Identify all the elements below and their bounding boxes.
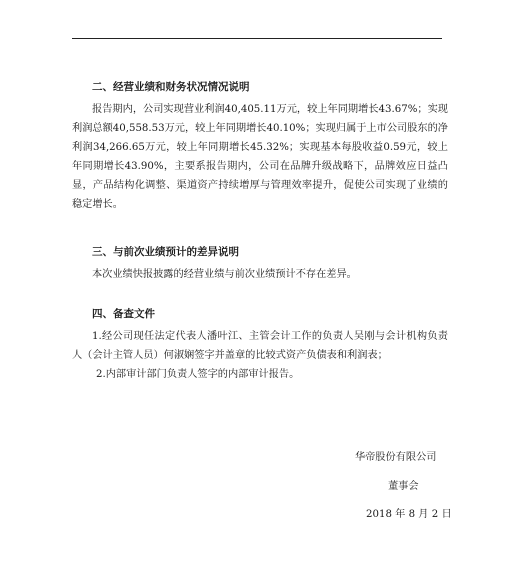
section4-heading: 四、备查文件: [92, 308, 155, 320]
section4-item-2: 2.内部审计部门负责人签字的内部审计报告。: [96, 369, 300, 380]
section-business-performance: [72, 80, 448, 214]
section-reference-documents: [72, 307, 448, 384]
section2-heading: 二、经营业绩和财务状况情况说明: [92, 81, 250, 93]
signature-company: 华帝股份有限公司: [355, 452, 437, 463]
section3-heading: 三、与前次业绩预计的差异说明: [92, 246, 239, 258]
section4-item-1: 1.经公司现任法定代表人潘叶江、主管会计工作的负责人吴刚与会计机构负责人（会计主管人员）何淑娴签字并盖章的比较式资产负债表和利润表；: [72, 331, 448, 361]
signature-date: 2018 年 8 月 2 日: [366, 509, 452, 520]
signature-board: 董事会: [388, 481, 419, 492]
section3-body: 本次业绩快报披露的经营业绩与前次业绩预计不存在差异。: [92, 269, 357, 280]
section2-body: 报告期内，公司实现营业利润40,405.11万元，较上年同期增长43.67%；实现利润总额40,558.53万元，较上年同期增长40.10%；实现归属于上市公司股东的净利润34,266.65万元，较上年同期增长45.32%；实现基本每股收益0.59元，较上年同期增长43.90%，主要系报告期内，公司在品牌升级战略下，品牌效应日益凸显，产品结构化调整、渠道资产持续增厚与管理效率提升，促使公司实现了业绩的稳定增长。: [72, 104, 448, 210]
header-rule: [72, 38, 442, 39]
section-forecast-difference: [72, 245, 448, 284]
